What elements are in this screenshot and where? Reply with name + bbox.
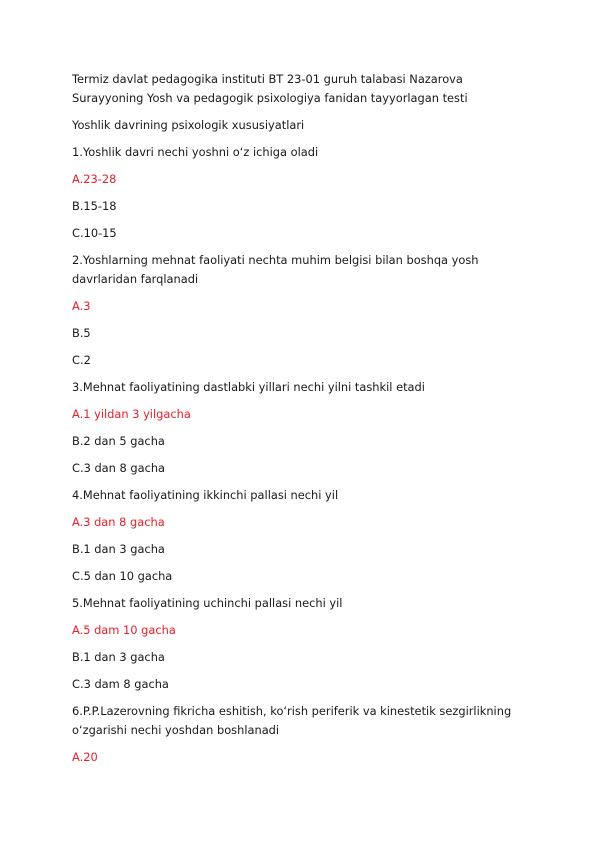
option-text: A.20 bbox=[72, 750, 98, 764]
option-text: A.1 yildan 3 yilgacha bbox=[72, 407, 191, 421]
option-correct bbox=[72, 513, 532, 532]
question-text: 2.Yoshlarning mehnat faoliyati nechta muhim belgisi bilan boshqa yosh bbox=[72, 253, 479, 267]
option-text: A.5 dam 10 gacha bbox=[72, 623, 176, 637]
option-text: C.3 dam 8 gacha bbox=[72, 677, 169, 691]
option-text: C.2 bbox=[72, 353, 91, 367]
question-1 bbox=[72, 143, 532, 162]
option bbox=[72, 432, 532, 451]
question-3 bbox=[72, 378, 532, 397]
question-text: 1.Yoshlik davri nechi yoshni o‘z ichiga oladi bbox=[72, 145, 319, 159]
option-text: A.23-28 bbox=[72, 172, 117, 186]
option bbox=[72, 324, 532, 343]
option-text: B.1 dan 3 gacha bbox=[72, 650, 165, 664]
option bbox=[72, 197, 532, 216]
option bbox=[72, 648, 532, 667]
question-2 bbox=[72, 251, 532, 289]
question-text: 6.P.P.Lazerovning fikricha eshitish, ko‘rish periferik va kinestetik sezgirlikning bbox=[72, 704, 512, 718]
question-text: o‘zgarishi nechi yoshdan boshlanadi bbox=[72, 723, 280, 737]
question-text: 5.Mehnat faoliyatining uchinchi pallasi nechi yil bbox=[72, 596, 343, 610]
option-text: B.5 bbox=[72, 326, 91, 340]
document-content bbox=[72, 70, 532, 775]
option bbox=[72, 540, 532, 559]
topic-text: Yoshlik davrining psixologik xususiyatlari bbox=[72, 118, 305, 132]
header-line: Termiz davlat pedagogika instituti BT 23-01 guruh talabasi Nazarova bbox=[72, 72, 463, 86]
header-line: Surayyoning Yosh va pedagogik psixologiya fanidan tayyorlagan testi bbox=[72, 91, 468, 105]
document-header bbox=[72, 70, 532, 108]
option bbox=[72, 675, 532, 694]
question-text: 3.Mehnat faoliyatining dastlabki yillari nechi yilni tashkil etadi bbox=[72, 380, 425, 394]
option-correct bbox=[72, 621, 532, 640]
question-4 bbox=[72, 486, 532, 505]
option bbox=[72, 567, 532, 586]
question-text: davrlaridan farqlanadi bbox=[72, 272, 199, 286]
option-text: C.5 dan 10 gacha bbox=[72, 569, 173, 583]
question-5 bbox=[72, 594, 532, 613]
question-6 bbox=[72, 702, 532, 740]
option-text: C.3 dan 8 gacha bbox=[72, 461, 166, 475]
option-correct bbox=[72, 748, 532, 767]
option-correct bbox=[72, 405, 532, 424]
option bbox=[72, 351, 532, 370]
option-text: A.3 dan 8 gacha bbox=[72, 515, 165, 529]
question-text: 4.Mehnat faoliyatining ikkinchi pallasi nechi yil bbox=[72, 488, 339, 502]
option-text: B.1 dan 3 gacha bbox=[72, 542, 165, 556]
option-text: B.15-18 bbox=[72, 199, 117, 213]
option-correct bbox=[72, 170, 532, 189]
option-text: B.2 dan 5 gacha bbox=[72, 434, 165, 448]
option bbox=[72, 459, 532, 478]
topic-title bbox=[72, 116, 532, 135]
option bbox=[72, 224, 532, 243]
option-correct bbox=[72, 297, 532, 316]
option-text: C.10-15 bbox=[72, 226, 117, 240]
option-text: A.3 bbox=[72, 299, 91, 313]
